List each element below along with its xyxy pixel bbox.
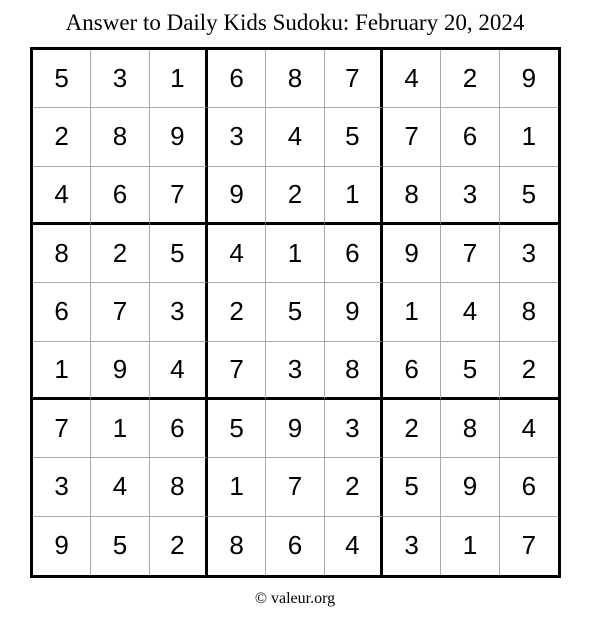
sudoku-cell: 1 <box>33 342 91 400</box>
sudoku-cell: 4 <box>208 225 266 283</box>
sudoku-cell: 3 <box>33 458 91 516</box>
sudoku-cell: 2 <box>441 50 499 108</box>
sudoku-cell: 1 <box>208 458 266 516</box>
sudoku-board <box>30 47 561 578</box>
sudoku-cell: 3 <box>500 225 558 283</box>
sudoku-cell: 9 <box>383 225 441 283</box>
sudoku-cell: 5 <box>208 400 266 458</box>
sudoku-cell: 4 <box>500 400 558 458</box>
sudoku-cell: 5 <box>325 108 383 166</box>
sudoku-cell: 1 <box>325 167 383 225</box>
sudoku-cell: 6 <box>91 167 149 225</box>
sudoku-cell: 5 <box>91 517 149 575</box>
sudoku-cell: 3 <box>91 50 149 108</box>
sudoku-cell: 6 <box>150 400 208 458</box>
sudoku-cell: 9 <box>208 167 266 225</box>
sudoku-cell: 7 <box>325 50 383 108</box>
sudoku-cell: 2 <box>383 400 441 458</box>
sudoku-cell: 9 <box>150 108 208 166</box>
sudoku-cell: 2 <box>208 283 266 341</box>
sudoku-cell: 8 <box>91 108 149 166</box>
sudoku-cell: 5 <box>33 50 91 108</box>
sudoku-cell: 8 <box>266 50 324 108</box>
sudoku-cell: 5 <box>441 342 499 400</box>
sudoku-cell: 3 <box>150 283 208 341</box>
sudoku-cell: 7 <box>521 530 537 561</box>
sudoku-cell: 9 <box>33 517 91 575</box>
sudoku-cell: 6 <box>208 50 266 108</box>
sudoku-cell: 6 <box>383 342 441 400</box>
sudoku-cell: 4 <box>33 167 91 225</box>
sudoku-cell: 3 <box>325 400 383 458</box>
sudoku-cell: 8 <box>33 225 91 283</box>
sudoku-cell: 8 <box>150 458 208 516</box>
sudoku-cell: 3 <box>383 517 441 575</box>
sudoku-cell: 9 <box>91 342 149 400</box>
sudoku-cell: 8 <box>208 517 266 575</box>
sudoku-cell: 3 <box>208 108 266 166</box>
sudoku-cell: 7 <box>383 108 441 166</box>
sudoku-cell: 6 <box>266 517 324 575</box>
sudoku-cell: 4 <box>325 517 383 575</box>
sudoku-cell: 2 <box>500 342 558 400</box>
sudoku-cell: 7 <box>266 458 324 516</box>
sudoku-cell: 4 <box>266 108 324 166</box>
sudoku-cell: 3 <box>266 342 324 400</box>
sudoku-cell: 6 <box>325 225 383 283</box>
sudoku-cell: 8 <box>441 400 499 458</box>
sudoku-cell: 8 <box>500 283 558 341</box>
sudoku-cell: 9 <box>325 283 383 341</box>
sudoku-cell: 2 <box>325 458 383 516</box>
page-title: Answer to Daily Kids Sudoku: February 20, 2024 <box>65 10 525 35</box>
sudoku-cell: 2 <box>266 167 324 225</box>
footer-credit: © valeur.org <box>254 590 336 607</box>
sudoku-cell: 7 <box>208 342 266 400</box>
sudoku-cell: 4 <box>150 342 208 400</box>
sudoku-cell: 1 <box>441 517 499 575</box>
sudoku-cell: 5 <box>500 167 558 225</box>
sudoku-cell: 7 <box>441 225 499 283</box>
sudoku-cell: 1 <box>150 50 208 108</box>
sudoku-cell: 8 <box>383 167 441 225</box>
sudoku-cell: 5 <box>150 225 208 283</box>
sudoku-cell: 9 <box>441 458 499 516</box>
sudoku-cell: 9 <box>500 50 558 108</box>
sudoku-cell: 1 <box>266 225 324 283</box>
sudoku-cell: 7 <box>91 283 149 341</box>
sudoku-cell: 7 <box>33 400 91 458</box>
sudoku-cell: 2 <box>150 517 208 575</box>
sudoku-cell: 5 <box>266 283 324 341</box>
sudoku-cell: 6 <box>33 283 91 341</box>
sudoku-cell: 6 <box>441 108 499 166</box>
sudoku-cell: 5 <box>383 458 441 516</box>
sudoku-cell: 2 <box>33 108 91 166</box>
sudoku-cell: 6 <box>500 458 558 516</box>
sudoku-cell: 1 <box>383 283 441 341</box>
sudoku-cell: 1 <box>91 400 149 458</box>
sudoku-cell: 9 <box>266 400 324 458</box>
sudoku-cell: 1 <box>500 108 558 166</box>
sudoku-cell: 4 <box>441 283 499 341</box>
sudoku-cell: 4 <box>383 50 441 108</box>
sudoku-cell: 7 <box>150 167 208 225</box>
sudoku-cell: 4 <box>91 458 149 516</box>
sudoku-cell: 3 <box>441 167 499 225</box>
sudoku-cell: 8 <box>325 342 383 400</box>
sudoku-cell: 2 <box>91 225 149 283</box>
